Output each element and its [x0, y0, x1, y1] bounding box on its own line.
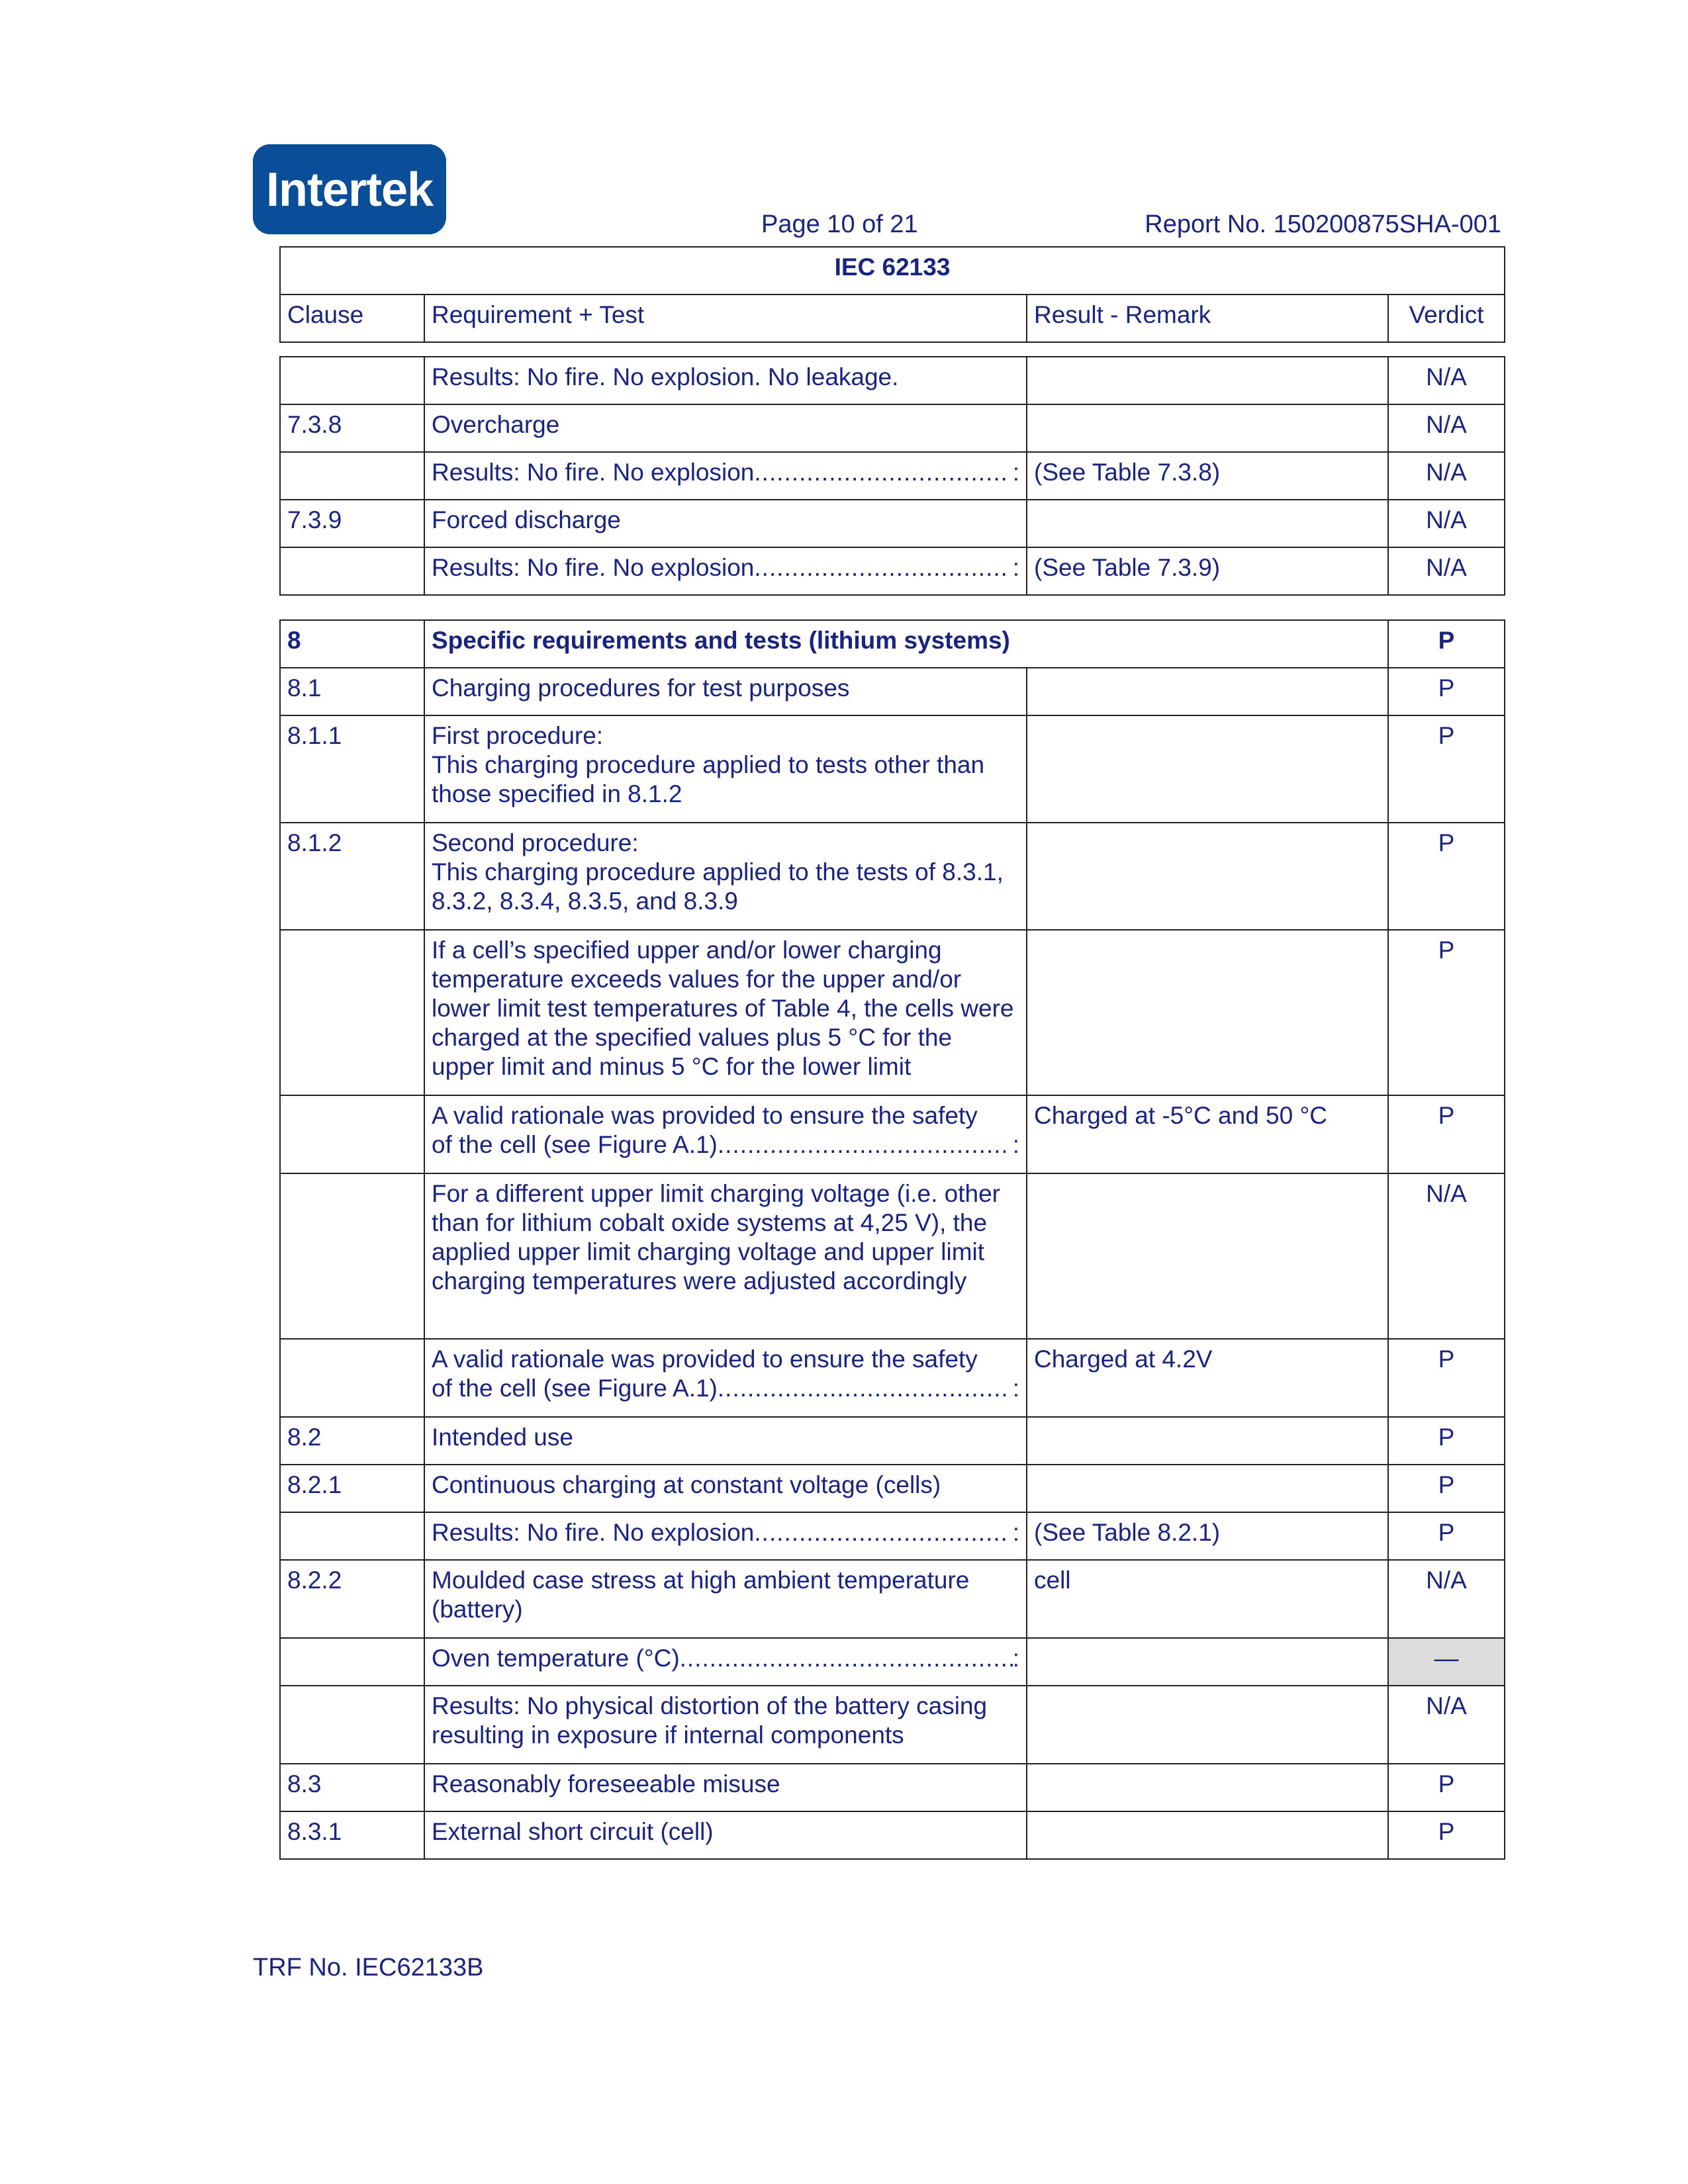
table-row: 8.3 Reasonably foreseeable misuse P [281, 1764, 1504, 1812]
table-row: A valid rationale was provided to ensure the safety of the cell (see Figure A.1) ..... : Charged at -5°C and 50 °C P [281, 1096, 1504, 1174]
table-header [279, 246, 1505, 343]
table-row: Results: No physical distortion of the battery casing resulting in exposure if internal components N/A [281, 1686, 1504, 1764]
table-row: Results: No fire. No explosion. No leakage. N/A [281, 357, 1504, 405]
table-row: 8.1 Charging procedures for test purposes P [281, 668, 1504, 716]
table-row: 7.3.8 Overcharge N/A [281, 405, 1504, 453]
trf-number: TRF No. IEC62133B [253, 1954, 484, 1981]
intertek-logo: Intertek [253, 144, 446, 234]
table-row: If a cell’s specified upper and/or lower charging temperature exceeds values for the upper and/or lower limit test temperatures of Table 4, the cells were charged at the specified values plus 5 °C for the upper limit and minus 5 °C for the lower limit P [281, 931, 1504, 1096]
table-row: 8.1.2 Second procedure: This charging procedure applied to the tests of 8.3.1, 8.3.2, 8.3.4, 8.3.5, and 8.3.9 P [281, 823, 1504, 931]
standard-title: IEC 62133 [834, 253, 951, 281]
section-heading-row: 8 Specific requirements and tests (lithium systems) P [281, 621, 1504, 668]
table-row: Results: No fire. No explosion ..... : (See Table 7.3.9) N/A [281, 548, 1504, 596]
table-row: 8.2.1 Continuous charging at constant voltage (cells) P [281, 1465, 1504, 1513]
table-row: Oven temperature (°C) ..... : — [281, 1639, 1504, 1686]
col-result: Result - Remark [1027, 295, 1389, 341]
table-row: 8.2 Intended use P [281, 1418, 1504, 1465]
table-row: A valid rationale was provided to ensure the safety of the cell (see Figure A.1) ..... : Charged at 4.2V P [281, 1340, 1504, 1418]
col-clause: Clause [281, 295, 425, 341]
table-row: 8.1.1 First procedure: This charging procedure applied to tests other than those specified in 8.1.2 P [281, 716, 1504, 823]
table-row: Results: No fire. No explosion ..... : (See Table 7.3.8) N/A [281, 453, 1504, 500]
section-7-table [279, 356, 1505, 596]
table-row: 8.2.2 Moulded case stress at high ambient temperature (battery) cell N/A [281, 1561, 1504, 1639]
col-verdict: Verdict [1409, 301, 1484, 328]
table-row: 8.3.1 External short circuit (cell) P [281, 1812, 1504, 1860]
table-row: For a different upper limit charging voltage (i.e. other than for lithium cobalt oxide systems at 4,25 V), the applied upper limit charging voltage and upper limit charging temperatures were adjusted accordingly N/A [281, 1174, 1504, 1340]
table-row: 7.3.9 Forced discharge N/A [281, 500, 1504, 548]
table-row: Results: No fire. No explosion ..... : (See Table 8.2.1) P [281, 1513, 1504, 1561]
report-number: Report No. 150200875SHA-001 [1145, 210, 1501, 238]
section-8-table [279, 619, 1505, 1860]
page-number: Page 10 of 21 [761, 210, 918, 238]
col-requirement: Requirement + Test [425, 295, 1027, 341]
